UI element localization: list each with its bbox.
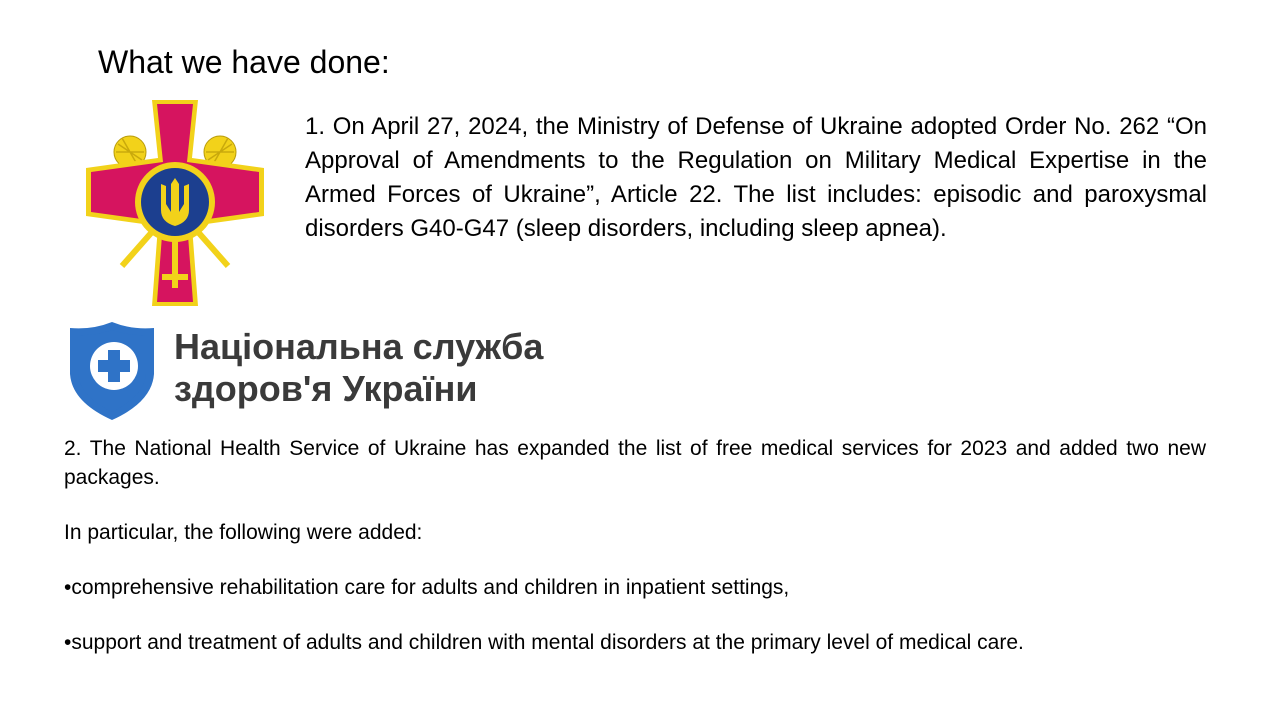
nhs-logo-line1: Національна служба [174, 326, 544, 367]
nhs-logo-wordmark [174, 326, 543, 410]
page-title: What we have done: [98, 44, 390, 80]
nhs-section [64, 434, 1206, 657]
nhs-shield-icon [70, 322, 154, 420]
bullet-item: •comprehensive rehabilitation care for adults and children in inpatient settings, [64, 576, 790, 599]
nhs-logo-line2: здоров'я України [174, 368, 478, 409]
armed-forces-emblem-icon [86, 100, 264, 306]
paragraph-in-particular: In particular, the following were added: [64, 521, 423, 544]
paragraph-nhs-expansion: 2. The National Health Service of Ukraine has expanded the list of free medical services for 2023 and added two new packages. [64, 437, 1206, 489]
bullet-item: •support and treatment of adults and children with mental disorders at the primary level of medical care. [64, 631, 1024, 654]
paragraph-mod-order: 1. On April 27, 2024, the Ministry of Defense of Ukraine adopted Order No. 262 “On Approval of Amendments to the Regulation on Military Medical Expertise in the Armed Forces of Ukraine”, Article 22. The list includes: episodic and paroxysmal disorders G40-G47 (sleep disorders, including sleep apnea). [305, 113, 1207, 242]
